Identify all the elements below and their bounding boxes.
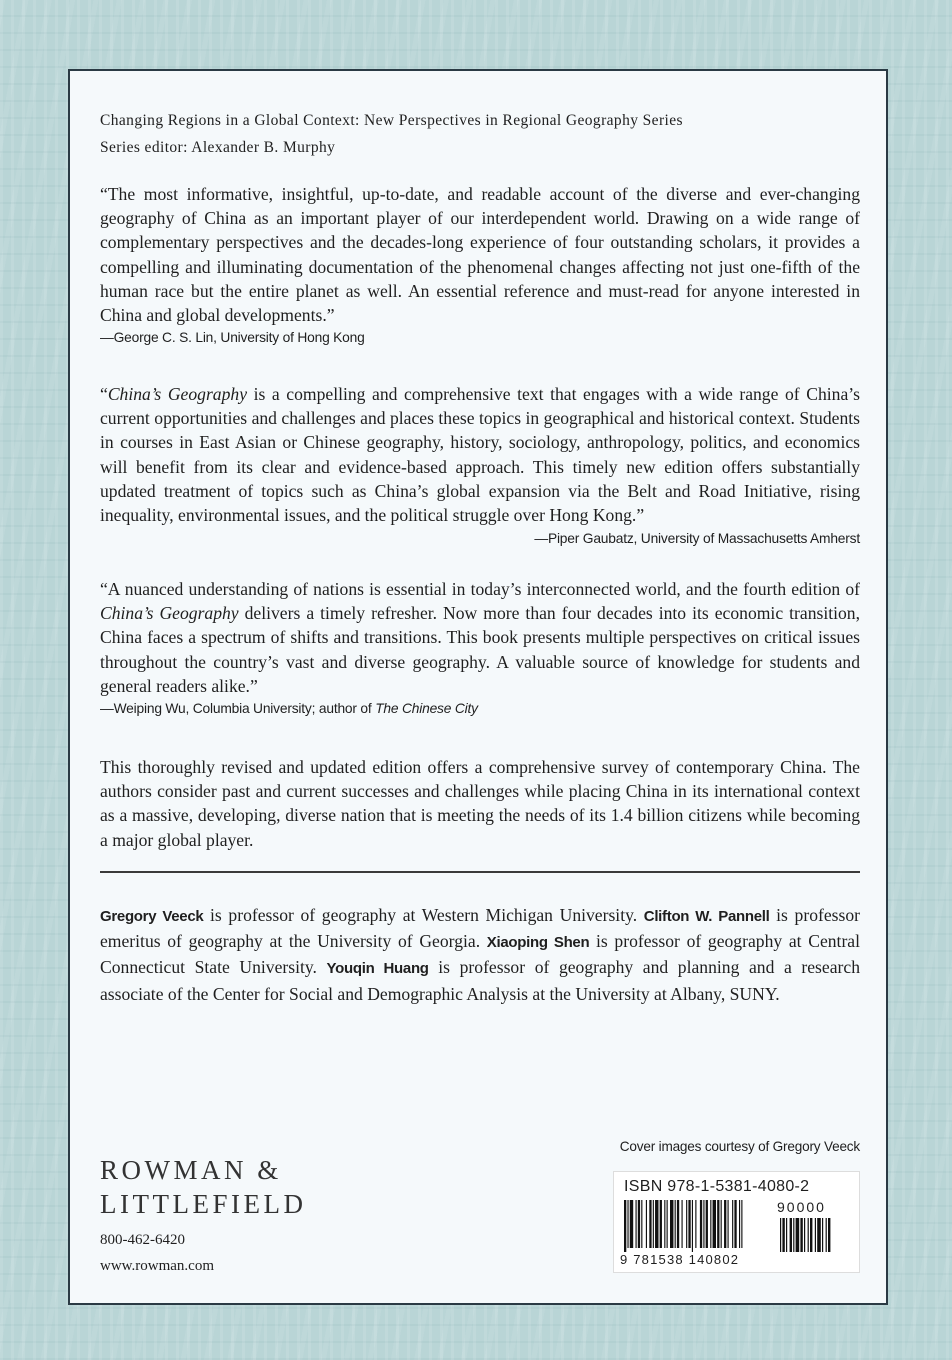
barcode-bar: [724, 1200, 726, 1248]
author-name-2: Clifton W. Pannell: [643, 908, 770, 925]
barcode-bar: [636, 1200, 637, 1248]
quote-2-text: is a compelling and comprehensive text that engages with a wide range of China’s current opportunities and challenges and places these topics in geographical and historical context. Students in courses in East Asian or Chinese geography, history, sociology, anthropology, politics, and economics will benefit from its clear and evidence-based approach. This timely new edition offers substantially updated treatment of topics such as China’s global expansion via the Belt and Road Initiative, rising inequality, environmental issues, and the political struggle over Hong Kong.”: [100, 384, 860, 526]
isbn-barcode: [613, 1171, 860, 1273]
barcode-bar: [728, 1200, 729, 1248]
barcode-bar: [630, 1200, 633, 1248]
author-name-3: Xiaoping Shen: [486, 934, 590, 952]
barcode-bar: [717, 1200, 719, 1248]
barcode-bar: [677, 1200, 679, 1248]
barcode-addon-bar: [826, 1218, 827, 1252]
back-cover-panel: [68, 69, 888, 1305]
barcode-addon-bar: [782, 1218, 784, 1252]
quote-3: [100, 577, 860, 720]
barcode-bar: [646, 1200, 647, 1248]
author-bio-2: is professor emeritus of geography at the University of Georgia.: [100, 905, 861, 952]
author-bio-3: is professor of geography at Central Connecticut State University.: [100, 931, 860, 978]
quote-2-book-title: China’s Geography: [107, 384, 248, 404]
barcode-addon-bar: [790, 1218, 792, 1252]
barcode-addon-bar: [796, 1218, 800, 1252]
barcode-bar: [655, 1200, 658, 1248]
barcode-bar: [721, 1200, 722, 1248]
quote-3-attribution: [100, 698, 860, 720]
barcode-bar: [667, 1200, 668, 1248]
publisher-logo-line-2: LITTLEFIELD: [100, 1189, 307, 1219]
author-bio-1: is professor of geography at Western Michigan University.: [203, 905, 644, 925]
quote-3-attribution-text: —Weiping Wu, Columbia University; author of: [100, 701, 376, 717]
series-info: [100, 107, 683, 161]
barcode-bar: [682, 1200, 683, 1248]
barcode-bar: [739, 1200, 740, 1248]
ean-digits: 9 781538 140802: [620, 1252, 740, 1267]
barcode-addon-bar: [822, 1218, 823, 1252]
barcode-addon-bar: [793, 1218, 794, 1252]
barcode-bar: [670, 1200, 673, 1248]
barcode-bar: [660, 1200, 662, 1248]
barcode-bar: [675, 1200, 676, 1248]
publisher-block: [100, 1153, 306, 1279]
price-code: 90000: [777, 1199, 826, 1215]
quote-2: [100, 382, 860, 551]
barcode-bar: [713, 1200, 716, 1248]
series-title: Changing Regions in a Global Context: New Perspectives in Regional Geography Series: [100, 112, 683, 129]
description-text: This thoroughly revised and updated edition offers a comprehensive survey of contemporary China. The authors consider past and current successes and challenges while placing China in its international context as a massive, developing, diverse nation that is meeting the needs of its 1.4 billion citizens while becoming a major global player.: [100, 757, 860, 850]
quote-3-text-before: “A nuanced understanding of nations is essential in today’s interconnected world, and the fourth edition of: [100, 579, 860, 599]
barcode-bar: [692, 1200, 693, 1252]
series-editor: Series editor: Alexander B. Murphy: [100, 139, 336, 156]
barcode-bar: [638, 1200, 640, 1248]
barcode-addon-bar: [810, 1218, 812, 1252]
quote-2-attribution: —Piper Gaubatz, University of Massachusetts Amherst: [534, 531, 860, 547]
barcode-bar: [703, 1200, 704, 1248]
author-name-1: Gregory Veeck: [100, 908, 204, 925]
barcode-bar: [649, 1200, 651, 1248]
barcode-addon-bar: [808, 1218, 809, 1252]
quote-1-text: “The most informative, insightful, up-to-date, and readable account of the diverse and ever-changing geography of China as an important player of our interdependent world. Drawing on a wide range of complementary perspectives and the decades-long experience of four outstanding scholars, it provides a compelling and illuminating documentation of the phenomenal changes affecting not just one-fifth of the human race but the entire planet as well. An essential reference and must-read for anyone interested in China and global developments.”: [100, 184, 860, 326]
cover-credit: Cover images courtesy of Gregory Veeck: [619, 1139, 860, 1154]
barcode-bar: [641, 1200, 642, 1248]
quote-1-attribution: —George C. S. Lin, University of Hong Kong: [100, 330, 365, 346]
barcode-addon-bar: [817, 1218, 821, 1252]
publisher-website[interactable]: www.rowman.com: [100, 1258, 215, 1274]
author-name-4: Youqin Huang: [326, 960, 429, 978]
author-bios: [100, 903, 860, 1006]
barcode-bar: [653, 1200, 654, 1248]
section-divider: [100, 871, 860, 873]
quote-3-attribution-book: The Chinese City: [375, 701, 478, 717]
quote-2-open-quote: “: [100, 384, 108, 404]
barcode-bar: [700, 1200, 702, 1248]
publisher-phone: 800-462-6420: [100, 1232, 185, 1248]
barcode-addon-bar: [780, 1218, 781, 1252]
barcode-addon-bar: [800, 1218, 802, 1252]
barcode-bar: [710, 1200, 711, 1248]
quote-3-text-after: delivers a timely refresher. Now more than four decades into its economic transition, China faces a spectrum of shifts and transitions. This book presents multiple perspectives on critical issues throughout the country’s vast and diverse geography. A valuable source of knowledge for students and general readers alike.”: [100, 603, 860, 696]
barcode-addon-bar: [815, 1218, 816, 1252]
book-description: [100, 755, 860, 852]
barcode-bar: [624, 1200, 626, 1252]
isbn-label: ISBN 978-1-5381-4080-2: [624, 1178, 810, 1195]
barcode-bar: [706, 1200, 708, 1248]
author-bio-4: is professor of geography and planning and a research associate of the Center for Social and Demographic Analysis at the University at Albany, SUNY.: [100, 957, 860, 1004]
barcode-bar: [734, 1200, 736, 1248]
barcode-bar: [688, 1200, 690, 1248]
barcode-addon-bar: [828, 1218, 830, 1252]
barcode-bar: [627, 1200, 628, 1248]
barcode-addon-bar: [804, 1218, 805, 1252]
quote-1: [100, 182, 860, 349]
quote-3-book-title: China’s Geography: [100, 603, 239, 624]
barcode-bar: [664, 1200, 665, 1248]
barcode-bar: [732, 1200, 733, 1248]
barcode-addon-bar: [786, 1218, 787, 1252]
barcode-bar: [686, 1200, 687, 1248]
barcode-bar: [741, 1200, 742, 1248]
barcode-icon: [622, 1200, 854, 1252]
barcode-bar: [695, 1200, 696, 1248]
publisher-logo-line-1: ROWMAN &: [100, 1155, 282, 1185]
